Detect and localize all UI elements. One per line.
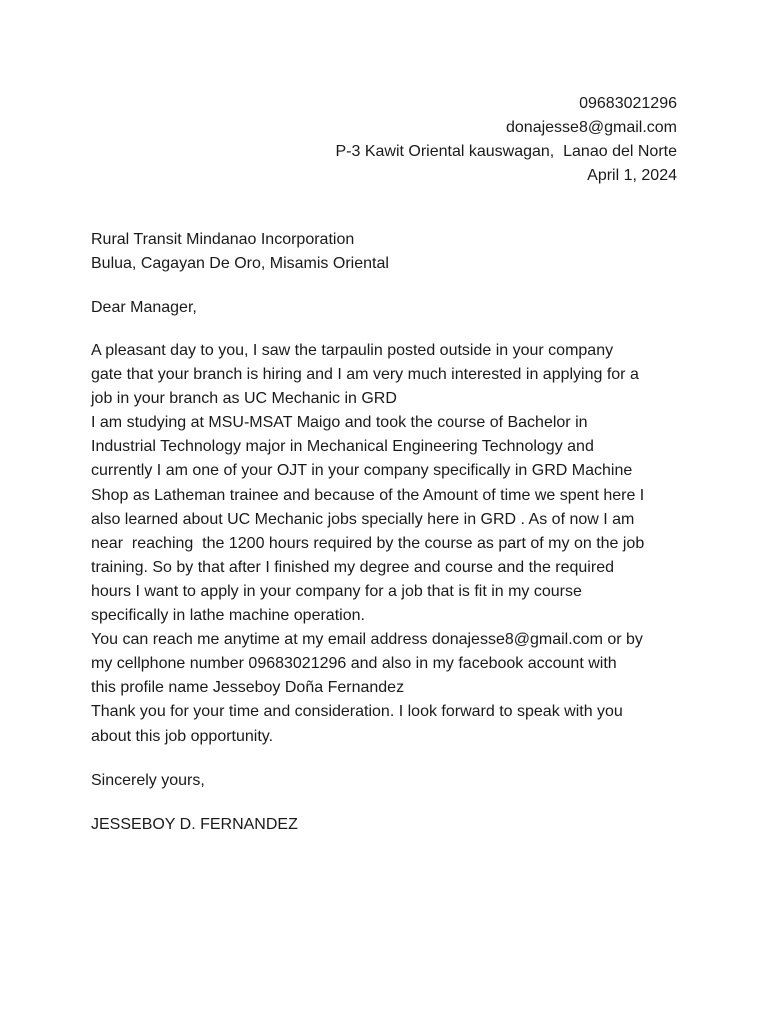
body-line: I am studying at MSU-MSAT Maigo and took the course of Bachelor in: [91, 414, 588, 432]
body-line: currently I am one of your OJT in your company specifically in GRD Machine: [91, 462, 633, 480]
body-line: Shop as Latheman trainee and because of the Amount of time we spent here I: [91, 486, 645, 504]
body-line: Thank you for your time and consideration. I look forward to speak with you: [91, 703, 623, 721]
sender-phone: 09683021296: [579, 95, 677, 112]
body-line: this profile name Jesseboy Doña Fernandez: [91, 679, 405, 697]
body-line: my cellphone number 09683021296 and also in my facebook account with: [91, 655, 617, 673]
body-line: You can reach me anytime at my email address donajesse8@gmail.com or by: [91, 631, 643, 649]
closing: Sincerely yours,: [91, 772, 205, 789]
body-line: specifically in lathe machine operation.: [91, 607, 365, 625]
recipient-address: Bulua, Cagayan De Oro, Misamis Oriental: [91, 255, 389, 272]
body-line: training. So by that after I finished my degree and course and the required: [91, 558, 614, 576]
letter-body: [91, 339, 691, 749]
body-line: gate that your branch is hiring and I am very much interested in applying for a: [91, 366, 639, 384]
body-line: A pleasant day to you, I saw the tarpaulin posted outside in your company: [91, 342, 614, 359]
sender-address: P-3 Kawit Oriental kauswagan, Lanao del Norte: [335, 143, 677, 160]
body-line: job in your branch as UC Mechanic in GRD: [91, 390, 397, 408]
sender-block: [335, 92, 677, 188]
signature-name: JESSEBOY D. FERNANDEZ: [91, 816, 298, 833]
recipient-block: [91, 228, 389, 276]
body-line: Industrial Technology major in Mechanical Engineering Technology and: [91, 438, 594, 456]
recipient-company: Rural Transit Mindanao Incorporation: [91, 231, 355, 248]
body-line: also learned about UC Mechanic jobs specially here in GRD . As of now I am: [91, 510, 635, 528]
body-line: about this job opportunity.: [91, 727, 274, 745]
sender-email: donajesse8@gmail.com: [506, 119, 677, 136]
salutation: Dear Manager,: [91, 299, 197, 316]
body-line: hours I want to apply in your company for a job that is fit in my course: [91, 582, 582, 600]
body-line: near reaching the 1200 hours required by the course as part of my on the job: [91, 534, 645, 552]
letter-date: April 1, 2024: [587, 167, 677, 184]
